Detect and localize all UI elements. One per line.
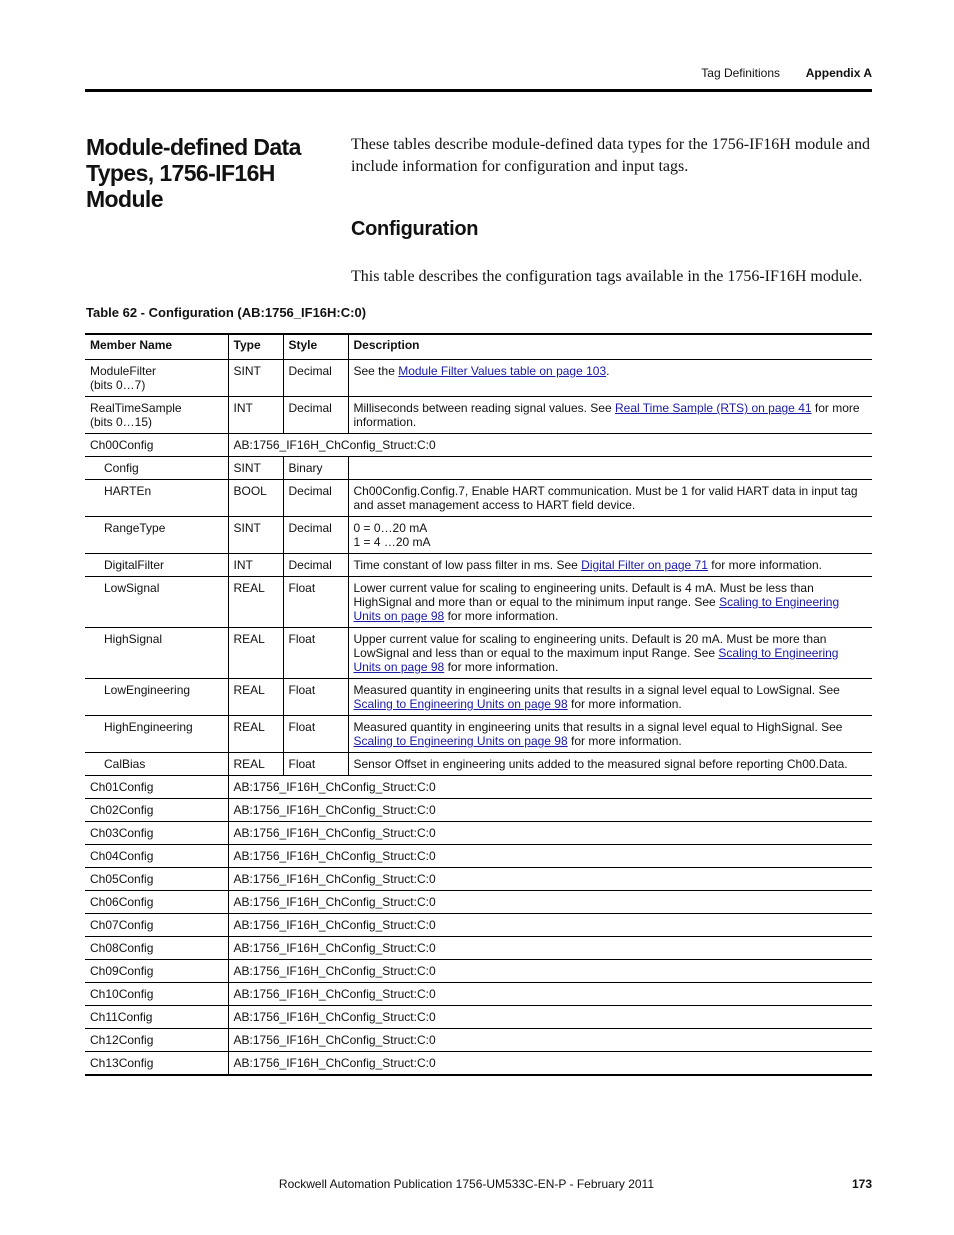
member-name: Ch07Config [90,918,154,932]
style-cell: Binary [283,457,348,480]
member-name: DigitalFilter [104,558,165,572]
member-name-cell [85,845,228,868]
description-text: Sensor Offset in engineering units added to the measured signal before reporting Ch00.Data. [353,757,848,771]
intro-paragraph: These tables describe module-defined data types for the 1756-IF16H module and include information for configuration and input tags. [351,136,870,175]
type-cell: REAL [228,577,283,628]
description-text: Measured quantity in engineering units that results in a signal level equal to LowSignal. See [353,683,840,697]
header-appendix: Appendix A [805,66,872,80]
member-name-cell [85,480,228,517]
data-type-cell: AB:1756_IF16H_ChConfig_Struct:C:0 [228,1006,872,1029]
member-name-cell [85,1006,228,1029]
cross-reference-link[interactable]: Module Filter Values table on page 103 [398,364,607,378]
member-name: Ch12Config [90,1033,154,1047]
table-caption: Table 62 - Configuration (AB:1756_IF16H:C:0) [86,305,367,320]
style-cell: Decimal [283,517,348,554]
data-type-cell: AB:1756_IF16H_ChConfig_Struct:C:0 [228,1029,872,1052]
style-cell: Float [283,679,348,716]
table-row [85,360,872,397]
table-row [85,776,872,799]
style-cell: Float [283,577,348,628]
member-bits: (bits 0…7) [90,378,146,392]
description-text: for more information. [567,734,682,748]
description-cell [348,457,872,480]
type-cell: REAL [228,716,283,753]
type-cell: SINT [228,517,283,554]
col-header-description: Description [348,334,872,360]
table-row [85,937,872,960]
member-name: RangeType [104,521,166,535]
configuration-subheading: Configuration [351,218,479,240]
description-cell [348,716,872,753]
data-type-cell: AB:1756_IF16H_ChConfig_Struct:C:0 [228,1052,872,1076]
member-name-cell [85,457,228,480]
cross-reference-link[interactable]: Scaling to Engineering Units on page 98 [353,595,840,623]
type-cell: INT [228,554,283,577]
table-row [85,397,872,434]
table-row [85,577,872,628]
col-header-type: Type [228,334,283,360]
description-cell [348,360,872,397]
type-cell: SINT [228,360,283,397]
member-name-cell [85,799,228,822]
cross-reference-link[interactable]: Real Time Sample (RTS) on page 41 [615,401,812,415]
description-text: Lower current value for scaling to engineering units. Default is 4 mA. Must be less than HighSignal and more than or equal to the minimum input range. See [353,581,814,609]
description-cell [348,628,872,679]
description-text: . [606,364,610,378]
description-text: for more information. [567,697,682,711]
member-name-cell [85,360,228,397]
section-heading-line1: Module-defined Data [86,134,301,160]
member-name: Ch11Config [90,1010,153,1024]
table-row [85,845,872,868]
type-cell: BOOL [228,480,283,517]
style-cell: Decimal [283,360,348,397]
table-row [85,1029,872,1052]
description-text: 0 = 0…20 mA [353,521,428,535]
member-name-cell [85,434,228,457]
header-section: Tag Definitions [701,66,780,80]
member-name-cell [85,397,228,434]
member-name-cell [85,891,228,914]
member-bits: (bits 0…15) [90,415,153,429]
page-number: 173 [851,1177,872,1191]
table-row [85,960,872,983]
col-header-member-name: Member Name [85,334,228,360]
member-name: Ch02Config [90,803,154,817]
table-row [85,480,872,517]
member-name-cell [85,716,228,753]
data-type-cell: AB:1756_IF16H_ChConfig_Struct:C:0 [228,937,872,960]
style-cell: Float [283,753,348,776]
type-cell: REAL [228,679,283,716]
member-name-cell [85,937,228,960]
member-name: CalBias [104,757,146,771]
description-cell [348,753,872,776]
member-name: Config [104,461,139,475]
table-row [85,914,872,937]
table-row [85,822,872,845]
member-name: Ch06Config [90,895,154,909]
table-row [85,799,872,822]
data-type-cell: AB:1756_IF16H_ChConfig_Struct:C:0 [228,822,872,845]
member-name-cell [85,517,228,554]
member-name: HARTEn [104,484,152,498]
data-type-cell: AB:1756_IF16H_ChConfig_Struct:C:0 [228,434,872,457]
member-name: HighSignal [104,632,163,646]
table-row [85,517,872,554]
member-name: Ch09Config [90,964,154,978]
table-row [85,1006,872,1029]
data-type-cell: AB:1756_IF16H_ChConfig_Struct:C:0 [228,868,872,891]
type-cell: SINT [228,457,283,480]
type-cell: REAL [228,628,283,679]
member-name: LowSignal [104,581,160,595]
data-type-cell: AB:1756_IF16H_ChConfig_Struct:C:0 [228,960,872,983]
table-row [85,753,872,776]
table-header-row [85,334,872,360]
running-header [86,66,872,82]
description-text: 1 = 4 …20 mA [353,535,431,549]
col-header-style: Style [283,334,348,360]
style-cell: Decimal [283,480,348,517]
data-type-cell: AB:1756_IF16H_ChConfig_Struct:C:0 [228,914,872,937]
member-name: LowEngineering [104,683,191,697]
member-name-cell [85,1052,228,1076]
description-cell [348,577,872,628]
description-text: Measured quantity in engineering units that results in a signal level equal to HighSignal. See [353,720,843,734]
description-cell [348,679,872,716]
member-name: Ch03Config [90,826,154,840]
style-cell: Decimal [283,397,348,434]
description-text: Milliseconds between reading signal values. See [353,401,615,415]
table-row [85,434,872,457]
description-cell [348,517,872,554]
table-row [85,554,872,577]
table-row [85,679,872,716]
description-text: See the [353,364,399,378]
member-name: RealTimeSample [90,401,182,415]
member-name: Ch13Config [90,1056,154,1070]
member-name-cell [85,776,228,799]
member-name-cell [85,679,228,716]
member-name-cell [85,868,228,891]
section-heading-line2: Types, 1756-IF16H Module [86,160,275,212]
type-cell: REAL [228,753,283,776]
description-text: for more information. [707,558,822,572]
data-type-cell: AB:1756_IF16H_ChConfig_Struct:C:0 [228,983,872,1006]
description-text: Time constant of low pass filter in ms. See [353,558,582,572]
data-type-cell: AB:1756_IF16H_ChConfig_Struct:C:0 [228,799,872,822]
data-type-cell: AB:1756_IF16H_ChConfig_Struct:C:0 [228,891,872,914]
description-cell [348,480,872,517]
style-cell: Float [283,716,348,753]
member-name-cell [85,628,228,679]
member-name: Ch10Config [90,987,154,1001]
data-type-cell: AB:1756_IF16H_ChConfig_Struct:C:0 [228,845,872,868]
member-name-cell [85,822,228,845]
member-name-cell [85,914,228,937]
member-name-cell [85,577,228,628]
header-rule [85,89,872,92]
type-cell: INT [228,397,283,434]
member-name: ModuleFilter [90,364,157,378]
table-row [85,891,872,914]
description-text: Ch00Config.Config.7, Enable HART communication. Must be 1 for valid HART data in input tag and asset management access to HART field device. [353,484,858,512]
member-name: Ch01Config [90,780,154,794]
table-row [85,716,872,753]
table-row [85,628,872,679]
member-name-cell [85,983,228,1006]
running-footer [86,1177,872,1193]
footer-publication: Rockwell Automation Publication 1756-UM533C-EN-P - February 2011 [278,1177,654,1191]
config-paragraph: This table describes the configuration tags available in the 1756-IF16H module. [351,268,863,285]
table-row [85,1052,872,1076]
member-name-cell [85,960,228,983]
description-text: for more information. [444,609,559,623]
style-cell: Decimal [283,554,348,577]
table-row [85,868,872,891]
data-type-cell: AB:1756_IF16H_ChConfig_Struct:C:0 [228,776,872,799]
table-row [85,457,872,480]
member-name: Ch05Config [90,872,154,886]
description-cell [348,554,872,577]
cross-reference-link[interactable]: Scaling to Engineering Units on page 98 [353,734,568,748]
member-name: Ch04Config [90,849,154,863]
description-cell [348,397,872,434]
member-name: Ch00Config [90,438,154,452]
member-name: HighEngineering [104,720,193,734]
style-cell: Float [283,628,348,679]
cross-reference-link[interactable]: Scaling to Engineering Units on page 98 [353,697,568,711]
cross-reference-link[interactable]: Scaling to Engineering Units on page 98 [353,646,839,674]
member-name-cell [85,554,228,577]
member-name-cell [85,1029,228,1052]
description-text: for more information. [353,401,860,429]
description-text: for more information. [444,660,559,674]
table-row [85,983,872,1006]
cross-reference-link[interactable]: Digital Filter on page 71 [581,558,708,572]
description-text: Upper current value for scaling to engineering units. Default is 20 mA. Must be more than LowSignal and less than or equal to the maximum input Range. See [353,632,827,660]
member-name-cell [85,753,228,776]
section-heading [86,134,336,212]
member-name: Ch08Config [90,941,154,955]
configuration-table [85,333,872,1076]
